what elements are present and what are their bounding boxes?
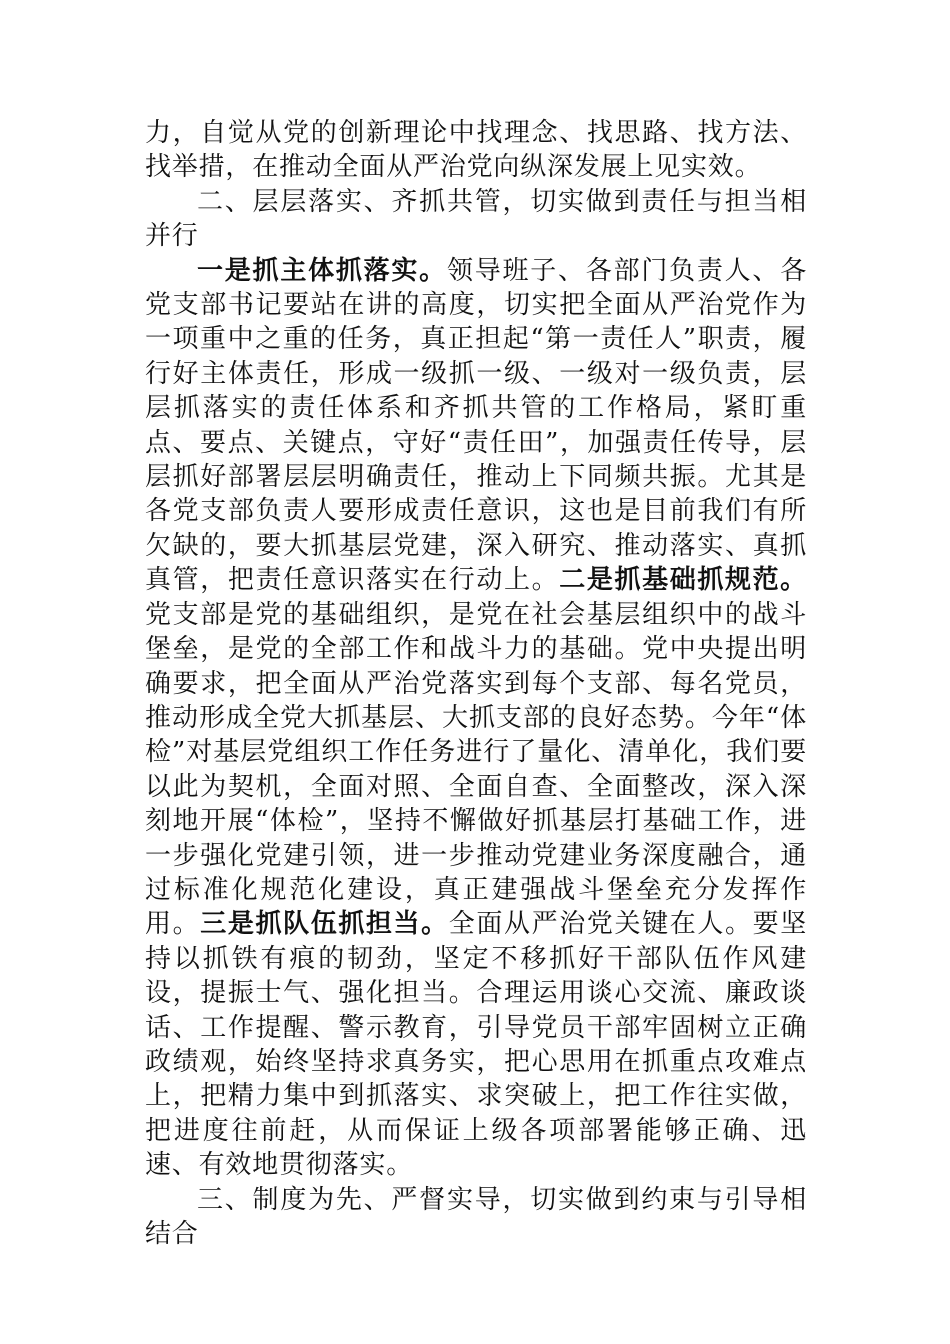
- paragraph-continuation: 力，自觉从党的创新理论中找理念、找思路、找方法、找举措，在推动全面从严治党向纵深发展上见实效。: [145, 118, 807, 183]
- point-heading-2: 二是抓基础抓规范。: [559, 565, 807, 596]
- section-heading-2: 二、层层落实、齐抓共管，切实做到责任与担当相并行: [145, 186, 807, 252]
- point-text-2: 党支部是党的基础组织，是党在社会基层组织中的战斗堡垒，是党的全部工作和战斗力的基础。党中央提出明确要求，把全面从严治党落实到每个支部、每名党员，推动形成全党大抓基层、大抓支部的良好态势。今年“体检”对基层党组织工作任务进行了量化、清单化，我们要以此为契机，全面对照、全面自查、全面整改，深入深刻地开展“体检”，坚持不懈做好抓基层打基础工作，进一步强化党建引领，进一步推动党建业务深度融合，通过标准化规范化建设，真正建强战斗堡垒充分发挥作用。: [145, 599, 807, 940]
- paragraph-responsibility: [145, 254, 807, 1183]
- point-heading-3: 三是抓队伍抓担当。: [200, 909, 449, 940]
- document-page: [145, 116, 807, 1251]
- point-heading-1: 一是抓主体抓落实。: [197, 255, 447, 286]
- section-heading-3: 三、制度为先、严督实导，切实做到约束与引导相结合: [145, 1184, 807, 1249]
- point-text-1: 领导班子、各部门负责人、各党支部书记要站在讲的高度，切实把全面从严治党作为一项重中之重的任务，真正担起“第一责任人”职责，履行好主体责任，形成一级抓一级、一级对一级负责，层层抓落实的责任体系和齐抓共管的工作格局，紧盯重点、要点、关键点，守好“责任田”，加强责任传导，层层抓好部署层层明确责任，推动上下同频共振。尤其是各党支部负责人要形成责任意识，这也是目前我们有所欠缺的，要大抓基层党建，深入研究、推动落实、真抓真管，把责任意识落实在行动上。: [145, 255, 808, 596]
- point-text-3: 全面从严治党关键在人。要坚持以抓铁有痕的韧劲，坚定不移抓好干部队伍作风建设，提振士气、强化担当。合理运用谈心交流、廉政谈话、工作提醒、警示教育，引导党员干部牢固树立正确政绩观，始终坚持求真务实，把心思用在抓重点攻难点上，把精力集中到抓落实、求突破上，把工作往实做，把进度往前赶，从而保证上级各项部署能够正确、迅速、有效地贯彻落实。: [145, 909, 807, 1181]
